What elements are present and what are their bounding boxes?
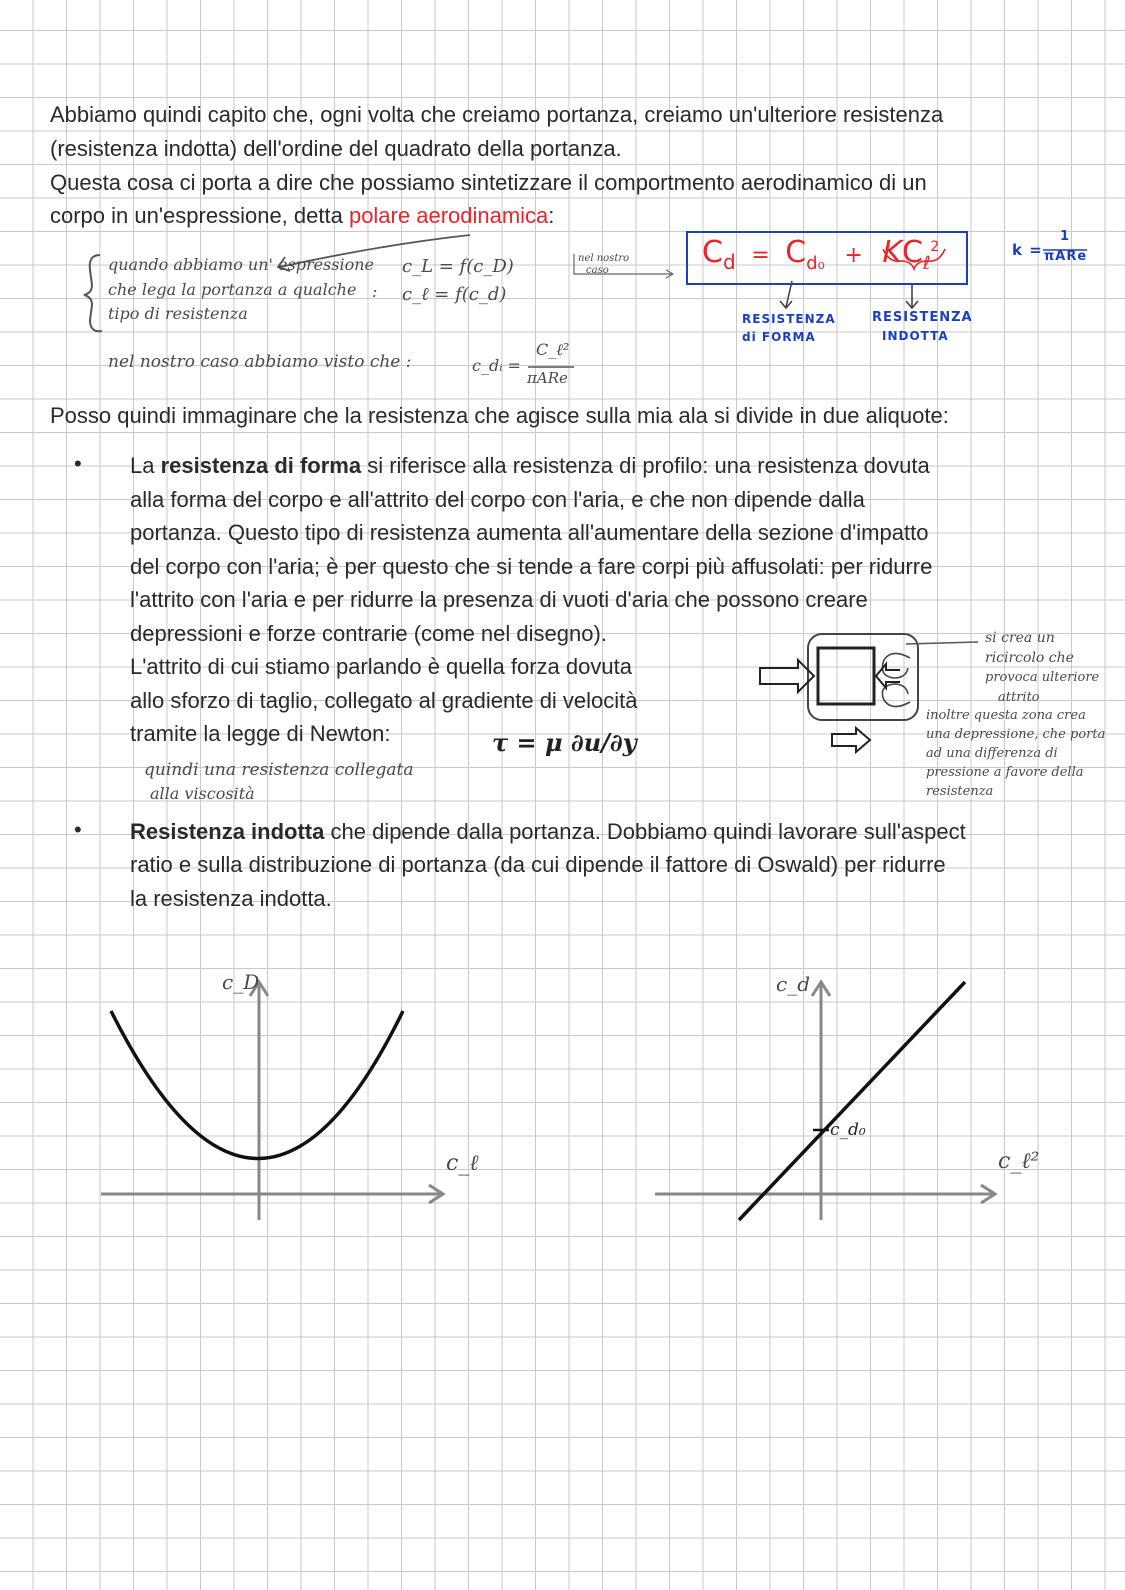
viscosity-note-2: alla viscosità xyxy=(150,784,255,803)
small-note-2: caso xyxy=(586,265,609,276)
formula-cd0-sub: d₀ xyxy=(806,253,825,274)
intro-line-4-colon: : xyxy=(548,203,555,228)
formula-cl: C xyxy=(902,235,923,270)
brace-note-3: tipo di resistenza xyxy=(108,304,248,323)
brace-note-1: quando abbiamo un' espressione xyxy=(108,255,374,274)
label-induced-2: INDOTTA xyxy=(882,329,949,343)
formula-cl-sub: ℓ xyxy=(922,253,931,274)
side-note-8: pressione a favore della xyxy=(926,765,1084,780)
b1-line-2: alla forma del corpo e all'attrito del corpo con l'aria, e che non dipende dalla xyxy=(130,487,865,512)
graph-parabola xyxy=(95,980,495,1230)
side-note-9: resistenza xyxy=(926,784,994,799)
split-sentence: Posso quindi immaginare che la resistenza che agisce sulla mia ala si divide in due aliquote: xyxy=(50,403,949,428)
formula-cl-sup: 2 xyxy=(930,239,940,255)
side-note-3: provoca ulteriore xyxy=(985,670,1100,685)
b2-line-1 xyxy=(130,815,966,849)
bullet-2: • xyxy=(74,817,82,842)
graph-linear xyxy=(655,980,1015,1230)
formula-cd: C xyxy=(702,235,723,270)
intro-line-4-text: corpo in un'espressione, detta xyxy=(50,203,349,228)
b1-bold: resistenza di forma xyxy=(160,453,362,478)
polar-highlight: polare aerodinamica xyxy=(348,203,549,228)
intro-line-3: Questa cosa ci porta a dire che possiamo sintetizzare il comportmento aerodinamico di un xyxy=(50,170,927,195)
label-induced-1: RESISTENZA xyxy=(872,310,973,325)
formula-cd0: C xyxy=(785,235,807,270)
b1-line-8: allo sforzo di taglio, collegato al gradiente di velocità xyxy=(130,688,638,713)
func-cl-cd-1: c_L = f(c_D) xyxy=(402,256,514,277)
b1-line-1 xyxy=(130,449,930,483)
g2-polar-line xyxy=(739,982,965,1220)
b1-line-4: del corpo con l'aria; è per questo che si tende a fare corpi più affusolati: per ridurre xyxy=(130,554,933,579)
formula-cd-sub: d xyxy=(722,250,736,274)
b1-line-7: L'attrito di cui stiamo parlando è quella forza dovuta xyxy=(130,654,632,679)
cdi-lhs: c_dᵢ = xyxy=(472,356,521,375)
small-note-1: nel nostro xyxy=(578,253,630,264)
colon-mark: : xyxy=(372,282,378,301)
g1-parabola-curve xyxy=(111,1011,403,1159)
side-note-2: ricircolo che xyxy=(985,650,1074,666)
brace-note-2: che lega la portanza a qualche xyxy=(108,280,357,299)
g2-y-label: c_d xyxy=(776,972,811,996)
b2-bold: Resistenza indotta xyxy=(130,819,325,844)
b1-rest: si riferisce alla resistenza di profilo: una resistenza dovuta xyxy=(361,453,930,478)
g1-y-label: c_D xyxy=(222,970,260,994)
intro-line-1: Abbiamo quindi capito che, ogni volta che creiamo portanza, creiamo un'ulteriore resistenza xyxy=(50,102,944,127)
newton-law: τ = μ ∂u/∂y xyxy=(492,728,637,757)
cdi-num: C_ℓ² xyxy=(536,340,570,359)
drag-sketch xyxy=(760,630,940,770)
formula-plus: + xyxy=(844,243,863,268)
intro-line-2: (resistenza indotta) dell'ordine del quadrato della portanza. xyxy=(50,136,622,161)
k-den: πARe xyxy=(1044,249,1088,264)
label-form-2: di FORMA xyxy=(742,330,816,344)
side-note-7: ad una differenza di xyxy=(926,746,1058,761)
b2-line-2: ratio e sulla distribuzione di portanza (da cui dipende il fattore di Oswald) per ridurre xyxy=(130,852,946,877)
b1-pre: La xyxy=(130,453,161,478)
b2-rest: che dipende dalla portanza. Dobbiamo quindi lavorare sull'aspect xyxy=(324,819,966,844)
b1-line-6: depressioni e forze contrarie (come nel disegno). xyxy=(130,621,607,646)
side-note-6: una depressione, che porta xyxy=(926,727,1106,742)
label-form-1: RESISTENZA xyxy=(742,312,836,326)
k-num: 1 xyxy=(1060,229,1071,244)
b2-line-3: la resistenza indotta. xyxy=(130,886,332,911)
formula-arrows xyxy=(770,275,970,315)
k-label: k = xyxy=(1012,241,1043,259)
b1-line-3: portanza. Questo tipo di resistenza aumenta all'aumentare della sezione d'impatto xyxy=(130,520,929,545)
g2-x-label: c_ℓ² xyxy=(998,1149,1040,1174)
b1-line-9: tramite la legge di Newton: xyxy=(130,721,391,746)
b1-line-5: l'attrito con l'aria e per ridurre la presenza di vuoti d'aria che possono creare xyxy=(130,587,868,612)
g1-x-label: c_ℓ xyxy=(446,1151,479,1176)
formula-eq: = xyxy=(751,243,770,268)
g2-intercept-label: c_d₀ xyxy=(830,1120,866,1140)
side-note-5: inoltre questa zona crea xyxy=(926,708,1086,723)
func-cl-cd-2: c_ℓ = f(c_d) xyxy=(402,284,507,305)
cdi-den: πARe xyxy=(527,369,568,387)
bullet-1: • xyxy=(74,451,82,476)
our-case-note: nel nostro caso abbiamo visto che : xyxy=(108,352,412,372)
formula-k: K xyxy=(882,235,903,270)
side-note-4: attrito xyxy=(998,690,1040,705)
viscosity-note-1: quindi una resistenza collegata xyxy=(144,760,414,780)
side-note-1: si crea un xyxy=(985,630,1055,646)
small-note-arrow xyxy=(572,250,682,280)
formula xyxy=(702,235,939,274)
